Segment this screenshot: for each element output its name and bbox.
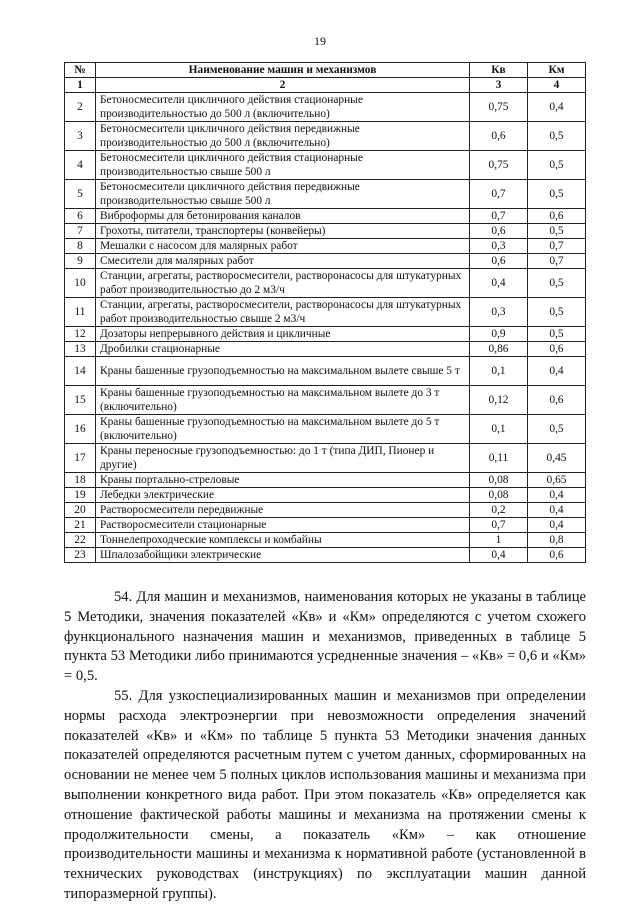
table-row	[65, 151, 586, 180]
km-value: 0,4	[528, 93, 586, 122]
machine-name: Шпалозабойщики электрические	[96, 548, 470, 563]
km-value: 0,7	[528, 254, 586, 269]
machines-coefficients-table	[64, 62, 586, 563]
kv-value: 0,4	[470, 548, 528, 563]
km-value: 0,5	[528, 122, 586, 151]
machine-name: Бетоносмесители цикличного действия передвижные производительностью до 500 л (включительно)	[96, 122, 470, 151]
kv-value: 1	[470, 533, 528, 548]
table-row	[65, 93, 586, 122]
kv-value: 0,08	[470, 488, 528, 503]
table-row	[65, 415, 586, 444]
row-number: 8	[65, 239, 96, 254]
machine-name: Краны переносные грузоподъемностью: до 1 т (типа ДИП, Пионер и другие)	[96, 444, 470, 473]
header-kv: Кв	[470, 63, 528, 78]
km-value: 0,5	[528, 415, 586, 444]
km-value: 0,4	[528, 488, 586, 503]
km-value: 0,5	[528, 298, 586, 327]
machine-name: Дозаторы непрерывного действия и цикличные	[96, 327, 470, 342]
km-value: 0,65	[528, 473, 586, 488]
index-cell: 3	[470, 78, 528, 93]
row-number: 7	[65, 224, 96, 239]
km-value: 0,6	[528, 342, 586, 357]
row-number: 20	[65, 503, 96, 518]
table-row	[65, 254, 586, 269]
km-value: 0,6	[528, 209, 586, 224]
row-number: 2	[65, 93, 96, 122]
kv-value: 0,3	[470, 239, 528, 254]
machine-name: Краны портально-стреловые	[96, 473, 470, 488]
machine-name: Краны башенные грузоподъемностью на максимальном вылете до 3 т (включительно)	[96, 386, 470, 415]
page-number: 19	[314, 34, 326, 48]
row-number: 17	[65, 444, 96, 473]
km-value: 0,5	[528, 327, 586, 342]
machine-name: Бетоносмесители цикличного действия передвижные производительностью свыше 500 л	[96, 180, 470, 209]
row-number: 6	[65, 209, 96, 224]
km-value: 0,5	[528, 269, 586, 298]
header-number: №	[65, 63, 96, 78]
table-row	[65, 548, 586, 563]
machine-name: Станции, агрегаты, растворосмесители, растворонасосы для штукатурных работ производительностью до 2 м3/ч	[96, 269, 470, 298]
machine-name: Растворосмесители передвижные	[96, 503, 470, 518]
km-value: 0,6	[528, 548, 586, 563]
table-row	[65, 357, 586, 386]
km-value: 0,5	[528, 151, 586, 180]
table-row	[65, 269, 586, 298]
table-row	[65, 386, 586, 415]
kv-value: 0,08	[470, 473, 528, 488]
machine-name: Бетоносмесители цикличного действия стационарные производительностью свыше 500 л	[96, 151, 470, 180]
kv-value: 0,12	[470, 386, 528, 415]
table-row	[65, 503, 586, 518]
row-number: 3	[65, 122, 96, 151]
row-number: 21	[65, 518, 96, 533]
row-number: 9	[65, 254, 96, 269]
km-value: 0,4	[528, 503, 586, 518]
table-row	[65, 533, 586, 548]
table-header-row	[65, 63, 586, 78]
machine-name: Виброформы для бетонирования каналов	[96, 209, 470, 224]
row-number: 5	[65, 180, 96, 209]
table-row	[65, 298, 586, 327]
header-km: Км	[528, 63, 586, 78]
index-cell: 2	[96, 78, 470, 93]
kv-value: 0,2	[470, 503, 528, 518]
kv-value: 0,6	[470, 224, 528, 239]
row-number: 22	[65, 533, 96, 548]
machine-name: Смесители для малярных работ	[96, 254, 470, 269]
machine-name: Краны башенные грузоподъемностью на максимальном вылете свыше 5 т	[96, 357, 470, 386]
kv-value: 0,6	[470, 254, 528, 269]
table-row	[65, 444, 586, 473]
machine-name: Дробилки стационарные	[96, 342, 470, 357]
kv-value: 0,7	[470, 180, 528, 209]
table-row	[65, 488, 586, 503]
km-value: 0,5	[528, 180, 586, 209]
machine-name: Бетоносмесители цикличного действия стационарные производительностью до 500 л (включительно)	[96, 93, 470, 122]
kv-value: 0,9	[470, 327, 528, 342]
table-row	[65, 122, 586, 151]
index-cell: 4	[528, 78, 586, 93]
row-number: 19	[65, 488, 96, 503]
km-value: 0,4	[528, 518, 586, 533]
table-row	[65, 473, 586, 488]
machine-name: Растворосмесители стационарные	[96, 518, 470, 533]
machine-name: Грохоты, питатели, транспортеры (конвейеры)	[96, 224, 470, 239]
machine-name: Мешалки с насосом для малярных работ	[96, 239, 470, 254]
km-value: 0,7	[528, 239, 586, 254]
km-value: 0,4	[528, 357, 586, 386]
table-row	[65, 518, 586, 533]
kv-value: 0,75	[470, 151, 528, 180]
row-number: 13	[65, 342, 96, 357]
kv-value: 0,86	[470, 342, 528, 357]
machine-name: Станции, агрегаты, растворосмесители, растворонасосы для штукатурных работ производительностью свыше 2 м3/ч	[96, 298, 470, 327]
km-value: 0,6	[528, 386, 586, 415]
kv-value: 0,75	[470, 93, 528, 122]
table-index-row	[65, 78, 586, 93]
km-value: 0,5	[528, 224, 586, 239]
table-row	[65, 342, 586, 357]
machine-name: Лебедки электрические	[96, 488, 470, 503]
kv-value: 0,4	[470, 269, 528, 298]
table-row	[65, 209, 586, 224]
km-value: 0,8	[528, 533, 586, 548]
row-number: 11	[65, 298, 96, 327]
kv-value: 0,1	[470, 357, 528, 386]
header-name: Наименование машин и механизмов	[96, 63, 470, 78]
body-text	[64, 588, 586, 905]
row-number: 15	[65, 386, 96, 415]
row-number: 18	[65, 473, 96, 488]
kv-value: 0,3	[470, 298, 528, 327]
row-number: 16	[65, 415, 96, 444]
table-body	[65, 93, 586, 563]
table-row	[65, 224, 586, 239]
table-row	[65, 327, 586, 342]
machine-name: Краны башенные грузоподъемностью на максимальном вылете до 5 т (включительно)	[96, 415, 470, 444]
kv-value: 0,7	[470, 518, 528, 533]
row-number: 12	[65, 327, 96, 342]
table-row	[65, 239, 586, 254]
paragraph-54: 54. Для машин и механизмов, наименования которых не указаны в таблице 5 Методики, значения показателей «Кв» и «Км» определяются с учетом схожего функционального назначения машин и механизмов, приведенных в таблице 5 пункта 53 Методики либо принимаются усредненные значения – «Кв» = 0,6 и «Км» = 0,5.	[64, 589, 586, 685]
row-number: 14	[65, 357, 96, 386]
kv-value: 0,7	[470, 209, 528, 224]
kv-value: 0,1	[470, 415, 528, 444]
row-number: 23	[65, 548, 96, 563]
row-number: 10	[65, 269, 96, 298]
km-value: 0,45	[528, 444, 586, 473]
table-row	[65, 180, 586, 209]
index-cell: 1	[65, 78, 96, 93]
row-number: 4	[65, 151, 96, 180]
machine-name: Тоннелепроходческие комплексы и комбайны	[96, 533, 470, 548]
paragraph-55: 55. Для узкоспециализированных машин и механизмов при определении нормы расхода электроэнергии при невозможности определения значений показателей «Кв» и «Км» по таблице 5 пункта 53 Методики значения данных показателей определяются расчетным путем с учетом данных, сформированных на основании не менее чем 5 полных циклов использования машины и механизма при выполнении конкретного вида работ. При этом показатель «Кв» определяется как отношение фактической работы машины и механизма на протяжении смены к продолжительности смены, а показатель «Км» – как отношение производительности машины и механизма к нормативной работе (установленной в технических руководствах (инструкциях) по эксплуатации машин данной типоразмерной группы).	[64, 687, 586, 902]
kv-value: 0,6	[470, 122, 528, 151]
kv-value: 0,11	[470, 444, 528, 473]
